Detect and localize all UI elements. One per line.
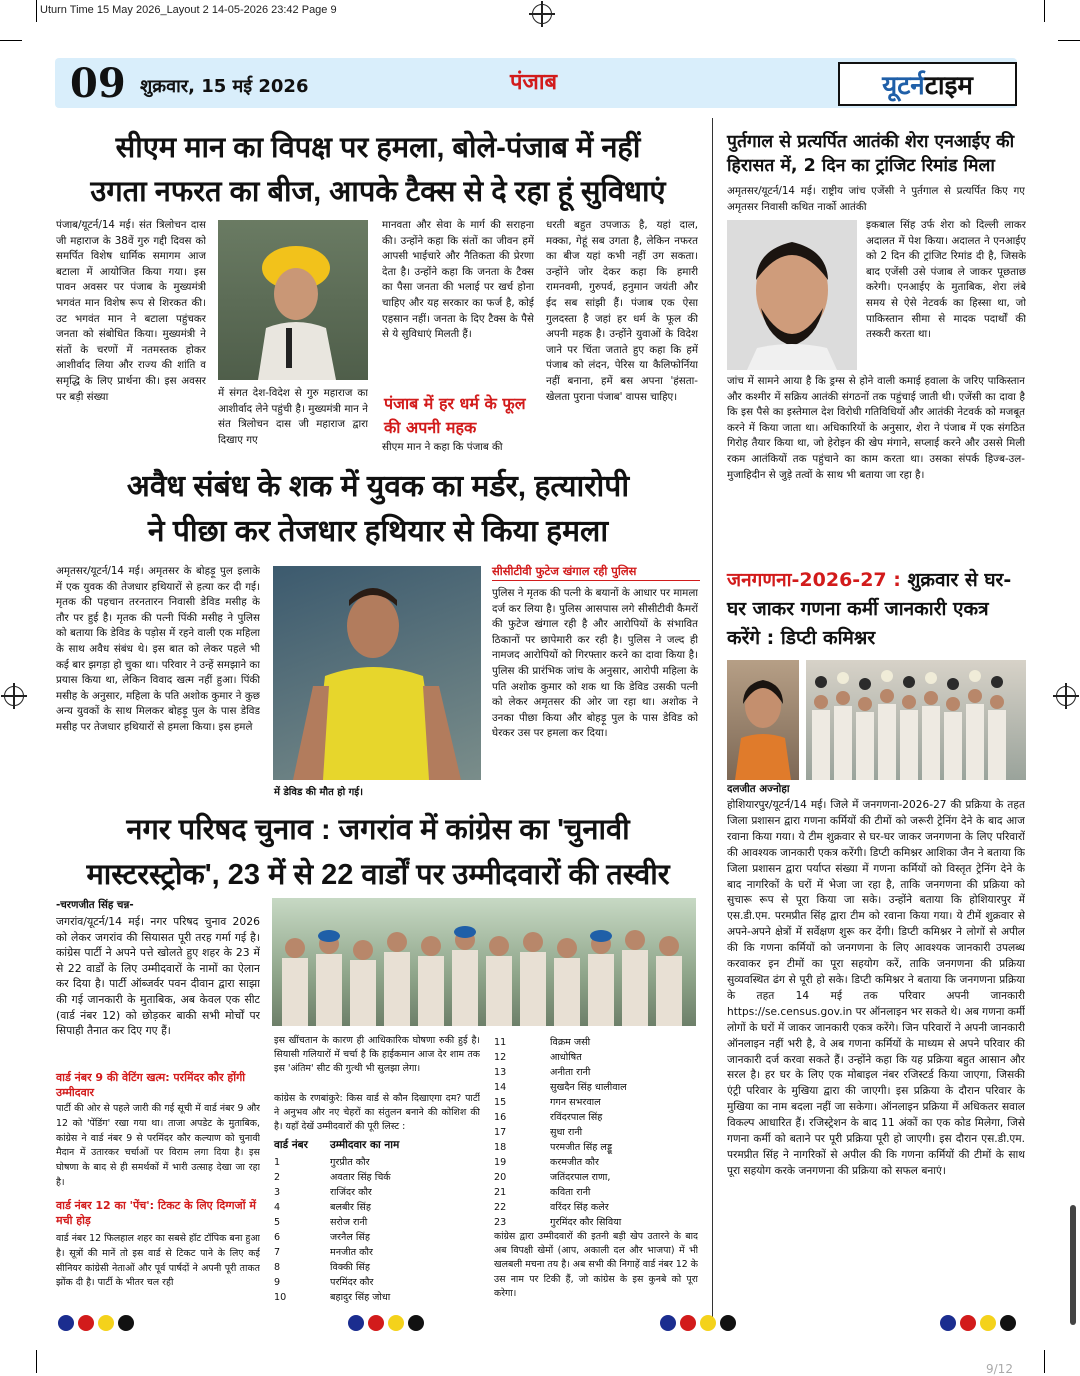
candidate-name: गुरप्रीत कौर [330,1157,370,1168]
section-title: पंजाब [510,70,558,95]
story1-col2-tail: में संगत देश-विदेश से गुरु महाराज का आशीर्वाद लेने पहुंची है। मुख्यमंत्री मान ने संत त्रिलोचन दास जी महाराज द्वारा दिखाए गए [218,387,368,446]
cm-mann-photo [218,220,368,380]
story1-pull-quote: पंजाब में हर धर्म के फूल की अपनी महक [384,394,526,437]
victim-photo [273,566,481,780]
candidate-name: विक्रम जसी [550,1037,591,1048]
candidate-row [494,1155,694,1170]
story3-ward12-body: वार्ड नंबर 12 फिलहाल शहर का सबसे हॉट टॉपिक बना हुआ है। सूत्रों की मानें तो इस वार्ड से टिकट पाने के लिए कई सीनियर कांग्रेसी नेताओं और पूर्व पार्षदों ने अपनी पूरी ताकत झोंक दी है। पार्टी के भीतर चल रही [56,1233,260,1289]
candidate-name: राजिंदर कौर [330,1187,372,1198]
color-bar [58,1315,134,1331]
candidate-name: जतिंदरपाल राणा, [550,1172,611,1183]
ward-number: 18 [494,1142,507,1153]
story1-col3: मानवता और सेवा के मार्ग की सराहना की। उन्होंने कहा कि संतों का जीवन हमें आपसी भाईचारे और नैतिकता की प्रेरणा देता है। उन्होंने कहा कि जनता के टैक्स का पैसा जनता की भलाई पर खर्च होना चाहिए और यह सरकार का फर्ज है, कोई एहसान नहीं। जनता के दिए टैक्स के पैसे से ये सुविधाएं मिलती हैं। [382,219,534,341]
ward-number: 8 [274,1262,281,1273]
ward-number: 6 [274,1232,281,1243]
ward-number: 5 [274,1217,281,1228]
candidate-name: आधोषित [550,1052,582,1063]
ward-number: 3 [274,1187,281,1198]
column-divider [712,118,713,1323]
candidate-name: जरनैल सिंह [330,1232,370,1243]
story3-ward9-body: पार्टी की ओर से पहले जारी की गई सूची में वार्ड नंबर 9 और 12 को 'पेंडिंग' रखा गया था। ताजा अपडेट के मुताबिक, कांग्रेस ने वार्ड नंबर 9 से परमिंदर कौर कल्याण को चुनावी मैदान में उतारकर चर्चाओं पर विराम लगा दिया है। इस घोषणा के बाद से ही समर्थकों में भारी उत्साह देखा जा रहा है। [56,1103,260,1188]
story3-byline: -चरणजीत सिंह चन्न- [56,899,134,911]
candidate-name: गगन सभरवाल [550,1097,601,1108]
ward-number: 14 [494,1082,507,1093]
ward-number: 7 [274,1247,281,1258]
accused-photo [727,220,857,370]
story3-subhead-ward9: वार्ड नंबर 9 की वेटिंग खत्म: परमिंदर कौर होंगी उम्मीदवार [56,1071,246,1099]
deputy-commissioner-photo [727,660,799,780]
ward-number: 10 [274,1292,287,1303]
candidate-name: सरोज रानी [330,1217,368,1228]
candidate-name: बहादुर सिंह जोधा [330,1292,391,1303]
story1-headline: सीएम मान का विपक्ष पर हमला, बोले-पंजाब में नहीं उगता नफरत का बीज, आपके टैक्स से दे रहा हूं सुविधाएं [90,132,666,208]
story3-mid-body: इस खींचतान के कारण ही आधिकारिक घोषणा रुकी हुई है। सियासी गलियारों में चर्चा है कि हाईकमान आज देर शाम तक इस 'अंतिम' सीट की गुत्थी भी सुलझा लेगा। [274,1035,480,1075]
ward-number: 1 [274,1157,281,1168]
candidate-row [274,1200,474,1215]
candidate-table-a [274,1155,474,1305]
candidate-name: बलबीर सिंह [330,1202,371,1213]
ward-number: 13 [494,1067,507,1078]
newspaper-logo: यूटर्नटाइम [838,62,1017,106]
candidate-row [274,1155,474,1170]
ward-number: 16 [494,1112,507,1123]
ward-number: 21 [494,1187,507,1198]
victim-photo-caption: में डेविड की मौत हो गई। [274,787,364,798]
candidate-name: गुरमिंदर कौर सिविया [550,1217,622,1228]
candidate-name: कविता रानी [550,1187,591,1198]
crop-mark [36,1350,37,1373]
candidate-row [494,1170,694,1185]
candidate-name: रविंदरपाल सिंह [550,1112,603,1123]
candidate-row [494,1215,694,1230]
crop-mark [0,40,22,41]
story3-subhead-ward12: वार्ड नंबर 12 का 'पेंच': टिकट के लिए दिग्गजों में मची होड़ [56,1199,256,1227]
story4-side: इकबाल सिंह उर्फ शेरा को दिल्ली लाकर अदालत में पेश किया। अदालत ने एनआईए को 2 दिन की ट्रांजिट रिमांड दी है, जिसके बाद एजेंसी उसे पंजाब ले जाकर पूछताछ करेगी। एनआईए के मुताबिक, शेरा लंबे समय से ऐसे नेटवर्क का हिस्सा था, जो पाकिस्तान सीमा से मादक पदार्थों की तस्करी करता था। [866,219,1026,341]
candidate-row [494,1095,694,1110]
candidate-row [494,1080,694,1095]
candidate-row [494,1035,694,1050]
story4-headline: पुर्तगाल से प्रत्यर्पित आतंकी शेरा एनआईए की हिरासत में, 2 दिन का ट्रांजिट रिमांड मिला [727,132,1015,176]
candidate-name: करमजीत कौर [550,1157,599,1168]
candidate-row [274,1260,474,1275]
page-date: शुक्रवार, 15 मई 2026 [140,76,309,97]
story3-headline: नगर परिषद चुनाव : जगरांव में कांग्रेस का 'चुनावी मास्टरस्ट्रोक', 23 में से 22 वार्डों पर उम्मीदवारों की तस्वीर [86,814,670,891]
registration-mark-icon [4,686,24,706]
ward-number: 9 [274,1277,281,1288]
ward-number: 17 [494,1127,507,1138]
ward-number: 2 [274,1172,281,1183]
candidate-name: मनजीत कौर [330,1247,373,1258]
candidate-table-header: वार्ड नंबर उम्मीदवार का नाम [274,1139,400,1151]
ward-number: 20 [494,1172,507,1183]
vertical-scrollbar[interactable] [1070,1205,1076,1325]
story5-byline: दलजीत अज्नोहा [727,783,790,795]
ward-number: 15 [494,1097,507,1108]
candidate-name: सुखदैन सिंह धालीवाल [550,1082,627,1093]
story1-col3-tail: सीएम मान ने कहा कि पंजाब की [382,441,503,453]
color-bar [660,1315,736,1331]
candidate-name: सुधा रानी [550,1127,583,1138]
candidate-row [274,1185,474,1200]
crop-mark [36,0,37,22]
story3-mid-body2: कांग्रेस के रणबांकुरे: किस वार्ड से कौन दिखाएगा दम? पार्टी ने अनुभव और नए चेहरों का संतुलन बनाने की कोशिश की है। यहाँ देखें उम्मीदवारों की पूरी लिस्ट : [274,1093,480,1133]
story3-col1: जगरांव/यूटर्न/14 मई। नगर परिषद चुनाव 2026 को लेकर जगरांव की सियासत पूरी तरह गर्मा गई है। कांग्रेस पार्टी ने अपने पत्ते खोलते हुए शहर के 23 में से 22 वार्डों के लिए उम्मीदवारों के नामों का ऐलान कर दिया है। पार्टी ऑब्जर्वर पवन दीवान द्वारा साझा की गई जानकारी के मुताबिक, अब केवल एक सीट (वार्ड नंबर 12) को छोड़कर बाकी सभी मोर्चों पर सिपाही तैनात कर दिए गए हैं। [56,915,260,1038]
candidate-row [274,1215,474,1230]
candidate-row [274,1170,474,1185]
ward-number: 11 [494,1037,507,1048]
candidate-name: विक्की सिंह [330,1262,371,1273]
candidate-row [274,1245,474,1260]
story2-headline: अवैध संबंध के शक में युवक का मर्डर, हत्यारोपी ने पीछा कर तेजधार हथियार से किया हमला [126,470,630,548]
candidate-row [494,1140,694,1155]
story1-col1: पंजाब/यूटर्न/14 मई। संत त्रिलोचन दास जी महाराज के 38वें गुरु गद्दी दिवस को समर्पित विशेष धार्मिक समागम आज बटाला में आयोजित किया गया। इस पावन अवसर पर पंजाब के मुख्यमंत्री भगवंत मान विशेष रूप से शिरकत की। उट भगवंत मान ने बटाला पहुंचकर जनता को संबोधित किया। मुख्यमंत्री ने संतों के चरणों में नतमस्तक होकर आशीर्वाद लिया और राज्य की शांति व समृद्धि के लिए प्रार्थना की। इस अवसर पर बड़ी संख्या [56,219,206,403]
story2-col1: अमृतसर/यूटर्न/14 मई। अमृतसर के बोहड़ू पुल इलाके में एक युवक की तेजधार हथियारों से हत्या कर दी गई। मृतक की पहचान तरनतारन निवासी डेविड मसीह के तौर पर हुई है। मृतक की पत्नी पिंकी मसीह ने पुलिस को बताया कि डेविड के पड़ोस में रहने वाली एक महिला के साथ अवैध संबंध थे। इस बात को लेकर पहले भी कई बार झगड़ा हो चुका था। परिवार ने उन्हें समझाने का प्रयास किया था, लेकिन विवाद खत्म नहीं हुआ। पिंकी मसीह के अनुसार, महिला के पति अशोक कुमार ने कुछ अन्य युवकों के साथ मिलकर बोहड़ू पुल के पास डेविड मसीह पर तेजधार हथियारों से हमला किया। इस हमले [56,565,260,733]
page-counter: 9/12 [986,1362,1013,1376]
candidate-row [494,1065,694,1080]
story5-headline: जनगणना-2026-27 : शुक्रवार से घर-घर जाकर गणना कर्मी जानकारी एकत्र करेंगे : डिप्टी कमिश्नर [727,569,1012,649]
color-bar [940,1315,1016,1331]
story4-lead: अमृतसर/यूटर्न/14 मई। राष्ट्रीय जांच एजेंसी ने पुर्तगाल से प्रत्यर्पित किए गए अमृतसर निवासी कथित नार्को आतंकी [727,185,1025,213]
candidate-name: अवतार सिंह चिर्क [330,1172,391,1183]
story5-body: होशियारपुर/यूटर्न/14 मई। जिले में जनगणना-2026-27 की प्रक्रिया के तहत जिला प्रशासन द्वारा गणना कर्मियों की टीमों को जरूरी ट्रेनिंग देने के बाद आज रवाना किया गया। ये टीम शुक्रवार से घर-घर जाकर जनगणना के लिए परिवारों की आवश्यक जानकारी एकत्र करेंगी। डिप्टी कमिश्नर आशिका जैन ने बताया कि जिला प्रशासन द्वारा पर्याप्त संख्या में गणना कर्मियों को विस्तृत ट्रेनिंग देने के बाद नागरिकों के घरों में भेजा जा रहा है, ताकि जनगणना की प्रक्रिया को सुचारू रूप से पूरा किया जा सके। उन्होंने बताया कि होशियारपुर में एस.डी.एम. परमप्रीत सिंह द्वारा टीम को रवाना किया गया। ये टीमें शुक्रवार से अपने-अपने क्षेत्रों में सर्वेक्षण शुरू कर देंगी। डिप्टी कमिश्नर ने लोगों से अपील की कि गणना कर्मियों को जनगणना के लिए आवश्यक जानकारी उपलब्ध करवाकर इन टीमों का पूरा सहयोग करें, ताकि जनगणना की प्रक्रिया सुव्यवस्थित ढंग से पूरी हो सके। डिप्टी कमिश्नर ने बताया कि जनगणना प्रक्रिया के तहत 14 मई तक परिवार अपनी जानकारी https://se.census.gov.in पर ऑनलाइन भर सकते थे। अब गणना कर्मी लोगों के घरों में जाकर जानकारी एकत्र करेंगे। जिन परिवारों ने अपनी जानकारी ऑनलाइन नहीं भरी है, वे अब गणना कर्मियों के माध्यम से अपने परिवार की जानकारी दर्ज करवा सकते हैं। उन्होंने कहा कि यह प्रक्रिया बहुत आसान और सरल है। हर घर के लिए एक मोबाइल नंबर रजिस्टर्ड किया जाएगा, जिसकी एंट्री परिवार के मुखिया द्वारा की जाएगी। इस प्रक्रिया के दौरान परिवार के मुखिया का नाम बदला नहीं जा सकेगा। ऑनलाइन प्रक्रिया में अधिकतर सवाल विकल्प आधारित हैं। रजिस्ट्रेशन के बाद 11 अंकों का एक कोड मिलेगा, जिसे गणना कर्मी को बताने पर पूरी प्रक्रिया पूरी हो जाएगी। इस दौरान एस.डी.एम. परमप्रीत सिंह ने नागरिकों से अपील की कि गणना कर्मियों की टीमों के साथ पूरा सहयोग करके जनगणना की प्रक्रिया को सफल बनाएं। [727,799,1025,1177]
registration-mark-icon [532,4,552,24]
story4-body: जांच में सामने आया है कि ड्रग्स से होने वाली कमाई हवाला के जरिए पाकिस्तान और कश्मीर में सक्रिय आतंकी संगठनों तक पहुंचाई जाती थी। एजेंसी का दावा है कि इस पैसे का इस्तेमाल देश विरोधी गतिविधियों और आतंकी नेटवर्क को मजबूत करने में किया जाता था। अधिकारियों के अनुसार, शेरा ने पंजाब में एक संगठित गिरोह तैयार किया था, जो हेरोइन की खेप मंगाने, सप्लाई करने और उससे मिली रकम आतंकियों तक पहुंचाने का काम करता था। उसका संपर्क हिज्ब-उल-मुजाहिदीन से जुड़े तत्वों के साथ भी बताया जा रहा है। [727,375,1025,481]
story2-subhead: सीसीटीवी फुटेज खंगाल रही पुलिस [492,562,700,581]
candidate-row [274,1290,474,1305]
ward-number: 12 [494,1052,507,1063]
print-slug: Uturn Time 15 May 2026_Layout 2 14-05-2026 23:42 Page 9 [40,4,337,16]
ward-number: 23 [494,1217,507,1228]
ward-number: 22 [494,1202,507,1213]
congress-group-photo [272,898,696,1026]
candidate-name: वरिंदर सिंह कलेर [550,1202,609,1213]
census-team-photo [806,660,1026,780]
candidate-row [274,1275,474,1290]
candidate-row [274,1230,474,1245]
registration-mark-icon [1056,686,1076,706]
crop-mark [1058,40,1080,41]
candidate-name: परमिंदर कौर [330,1277,374,1288]
ward-number: 4 [274,1202,281,1213]
color-bar [348,1315,424,1331]
story1-col4: धरती बहुत उपजाऊ है, यहां दाल, मक्का, गेहूं सब उगता है, लेकिन नफरत का बीज यहां कभी नहीं उग सकता। उन्होंने जोर देकर कहा कि हमारी रामनवमी, गुरुपर्व, हनुमान जयंती और ईद सब सांझी हैं। पंजाब एक ऐसा गुलदस्ता है जहां हर धर्म के फूल की अपनी महक है। उन्होंने युवाओं के विदेश जाने पर चिंता जताते हुए कहा कि हमें पंजाब को लंदन, पेरिस या कैलिफोर्निया नहीं बनाना, हमें बस अपना 'हंसता-खेलता पुराना पंजाब' वापस चाहिए। [546,219,698,403]
crop-mark [1044,0,1045,22]
candidate-name: अनीता रानी [550,1067,591,1078]
candidate-row [494,1110,694,1125]
candidate-table-b [494,1035,694,1230]
candidate-row [494,1200,694,1215]
crop-mark [1044,1350,1045,1373]
candidate-row [494,1185,694,1200]
candidate-row [494,1125,694,1140]
candidate-row [494,1050,694,1065]
story3-closing: कांग्रेस द्वारा उम्मीदवारों की इतनी बड़ी खेप उतारने के बाद अब विपक्षी खेमों (आप, अकाली दल और भाजपा) में भी खलबली मचना तय है। अब सभी की निगाहें वार्ड नंबर 12 के उस नाम पर टिकी हैं, जो कांग्रेस के इस कुनबे को पूरा करेगा। [494,1231,698,1299]
candidate-name: परमजीत सिंह लड्डू [550,1142,613,1153]
ward-number: 19 [494,1157,507,1168]
story2-col3: पुलिस ने मृतक की पत्नी के बयानों के आधार पर मामला दर्ज कर लिया है। पुलिस आसपास लगे सीसीटीवी कैमरों की फुटेज खंगाल रही है और आरोपियों के संभावित ठिकानों पर छापेमारी कर रही है। पुलिस ने जल्द ही नामजद आरोपियों को गिरफ्तार करने का दावा किया है। पुलिस की प्रारंभिक जांच के अनुसार, आरोपी महिला के पति अशोक कुमार को शक था कि डेविड उसकी पत्नी को लेकर अमृतसर की ओर जा रहा था। अशोक ने उनका पीछा किया और बोहड़ू पुल के पास डेविड को घेरकर उस पर हमला कर दिया। [492,587,698,740]
page-number: 09 [70,60,126,107]
